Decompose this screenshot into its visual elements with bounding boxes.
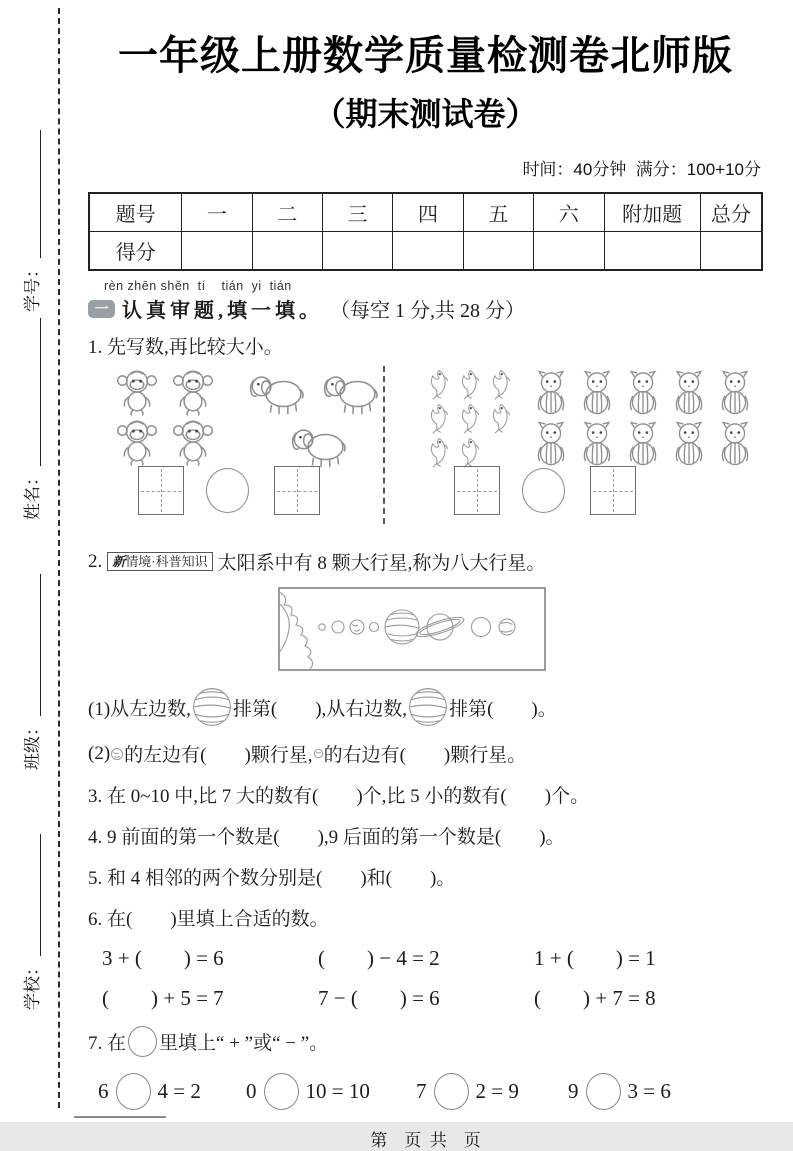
q2-sub1-text: 排第( )。 xyxy=(449,698,557,720)
writing-box xyxy=(590,466,636,515)
q6-equation-row xyxy=(102,986,763,1011)
question-7-text xyxy=(88,1026,763,1057)
compare-circle xyxy=(522,468,565,513)
uranus-icon xyxy=(472,618,491,637)
dolphin-icon xyxy=(426,402,452,435)
score-cell-empty xyxy=(700,232,762,271)
student-id-label: 学号： xyxy=(23,261,42,312)
equation xyxy=(416,1073,568,1110)
q7-head-text: 里填上“ + ”或“ − ”。 xyxy=(159,1033,329,1054)
q2-sub2-text: (2) xyxy=(88,742,111,764)
equation-left: 9 xyxy=(568,1079,579,1103)
elephant-icon xyxy=(320,370,384,418)
q7-equation-row xyxy=(98,1073,763,1110)
score-cell-empty xyxy=(322,232,392,271)
page-footer: 第 页 共 页 xyxy=(370,1131,481,1150)
question-2-sub2 xyxy=(88,740,763,767)
mars-icon xyxy=(370,623,379,632)
squirrel-icon xyxy=(622,370,664,416)
squirrel-icon xyxy=(530,421,572,467)
jupiter-icon xyxy=(191,686,233,728)
section-heading xyxy=(88,294,763,323)
squirrel-icon xyxy=(714,370,756,416)
earth-icon xyxy=(350,620,364,634)
name-label: 姓名： xyxy=(23,469,42,520)
question-5-text: 5. 和 4 相邻的两个数分别是( )和( )。 xyxy=(88,868,456,889)
q2-context-badge: 新情境·科普知识 xyxy=(107,552,212,572)
question-3-text: 3. 在 0~10 中,比 7 大的数有( )个,比 5 小的数有( )个。 xyxy=(88,786,590,807)
dolphin-icon xyxy=(457,402,483,435)
dolphin-icon xyxy=(488,402,514,435)
question-1-text: 1. 先写数,再比较大小。 xyxy=(88,337,283,358)
score-cell-empty xyxy=(182,232,252,271)
question-2-sub1 xyxy=(88,686,763,728)
question-2-line xyxy=(88,548,763,575)
jupiter-icon xyxy=(385,610,419,644)
q2-sub1-text: (1)从左边数, xyxy=(88,698,191,720)
question-6-text: 6. 在( )里填上合适的数。 xyxy=(88,909,329,930)
solar-system-image xyxy=(278,587,763,671)
dolphin-icon xyxy=(426,368,452,401)
score-header-cell: 六 xyxy=(534,193,604,232)
equation-right: 2 = 9 xyxy=(475,1079,519,1103)
score-table-header-row xyxy=(89,193,762,232)
saturn-icon xyxy=(414,614,465,641)
score-header-cell: 三 xyxy=(322,193,392,232)
monkey-icon xyxy=(168,416,218,466)
elephant-icon xyxy=(246,370,310,418)
equation: ( ) + 5 = 7 xyxy=(102,986,224,1010)
writing-box xyxy=(274,466,320,515)
equation: ( ) + 7 = 8 xyxy=(534,986,656,1010)
equation: 3 + ( ) = 6 xyxy=(102,946,224,970)
score-cell-empty xyxy=(463,232,533,271)
question-4-text: 4. 9 前面的第一个数是( ),9 后面的第一个数是( )。 xyxy=(88,827,565,848)
monkey-icon xyxy=(112,366,162,416)
school-blank-line xyxy=(25,834,41,956)
sidebar-field-student-id xyxy=(18,130,40,312)
score-header-cell: 附加题 xyxy=(604,193,700,232)
dolphin-icon xyxy=(457,436,483,469)
section-title: 认真审题,填一填。 xyxy=(122,300,323,322)
monkey-icon xyxy=(168,366,218,416)
operator-circle xyxy=(128,1026,157,1057)
elephant-icon xyxy=(288,423,352,471)
sidebar-field-class xyxy=(18,574,40,770)
writing-box xyxy=(138,466,184,515)
sun-icon xyxy=(279,592,313,669)
equation: 1 + ( ) = 1 xyxy=(534,946,656,970)
equation xyxy=(246,1073,416,1110)
score-table-score-row xyxy=(89,232,762,271)
squirrel-icon xyxy=(668,370,710,416)
fold-line xyxy=(58,8,60,1108)
equation-right: 3 = 6 xyxy=(627,1079,671,1103)
operator-circle xyxy=(116,1073,151,1110)
equation-left: 6 xyxy=(98,1079,109,1103)
equation-left: 0 xyxy=(246,1079,257,1103)
q1-picture-panel xyxy=(88,364,763,532)
next-page-edge xyxy=(74,1116,166,1118)
dolphin-icon xyxy=(488,368,514,401)
writing-box xyxy=(454,466,500,515)
equation xyxy=(568,1073,763,1110)
venus-icon xyxy=(332,621,344,633)
class-label: 班级： xyxy=(23,719,42,770)
q7-head-text: 7. 在 xyxy=(88,1033,127,1054)
equation-right: 10 = 10 xyxy=(305,1079,370,1103)
group-divider-dashed-line xyxy=(383,366,385,524)
squirrel-icon xyxy=(576,421,618,467)
exam-meta: 时间：40分钟 满分：100+10分 xyxy=(522,160,761,179)
dolphin-icon xyxy=(426,436,452,469)
score-header-cell: 四 xyxy=(393,193,463,232)
mercury-icon xyxy=(319,624,325,630)
dolphin-icon xyxy=(457,368,483,401)
student-id-blank-line xyxy=(25,130,41,258)
sidebar-field-name xyxy=(18,318,40,520)
neptune-icon xyxy=(499,619,515,635)
score-header-cell: 二 xyxy=(252,193,322,232)
school-label: 学校： xyxy=(23,959,42,1010)
q2-sub1-text: 排第( ),从右边数, xyxy=(232,698,408,720)
elephant-group xyxy=(246,370,402,471)
operator-circle xyxy=(264,1073,299,1110)
equation-left: 7 xyxy=(416,1079,427,1103)
q2-sub2-text: 的左边有( )颗行星, xyxy=(124,745,313,766)
score-header-cell: 总分 xyxy=(700,193,762,232)
equation: ( ) − 4 = 2 xyxy=(318,946,440,970)
operator-circle xyxy=(434,1073,469,1110)
score-cell-empty xyxy=(393,232,463,271)
monkey-group xyxy=(112,366,224,466)
page-title: 一年级上册数学质量检测卷北师版 xyxy=(118,34,733,78)
exam-body xyxy=(88,0,763,1151)
score-cell-empty xyxy=(604,232,700,271)
q2-sub2-text: 的右边有( )颗行星。 xyxy=(323,745,527,766)
class-blank-line xyxy=(25,574,41,716)
dolphin-group xyxy=(426,368,519,469)
q2-number: 2. xyxy=(88,550,103,572)
score-cell-empty xyxy=(252,232,322,271)
squirrel-icon xyxy=(576,370,618,416)
question-2-text: 太阳系中有 8 颗大行星,称为八大行星。 xyxy=(217,553,546,574)
score-table xyxy=(88,192,763,271)
section-pinyin: rèn zhēn shěn tí tián yi tián xyxy=(104,279,292,293)
equation: 7 − ( ) = 6 xyxy=(318,986,440,1010)
squirrel-icon xyxy=(530,370,572,416)
score-header-cell: 一 xyxy=(182,193,252,232)
sidebar-field-school xyxy=(18,834,40,1010)
equation xyxy=(98,1073,246,1110)
squirrel-group xyxy=(530,370,760,467)
equation-right: 4 = 2 xyxy=(157,1079,201,1103)
squirrel-icon xyxy=(668,421,710,467)
name-blank-line xyxy=(25,318,41,466)
score-cell-empty xyxy=(534,232,604,271)
squirrel-icon xyxy=(622,421,664,467)
section-number-icon: 一 xyxy=(88,300,115,318)
score-header-cell: 题号 xyxy=(89,193,182,232)
score-row-label: 得分 xyxy=(89,232,182,271)
jupiter-icon xyxy=(407,686,449,728)
compare-circle xyxy=(206,468,249,513)
monkey-icon xyxy=(112,416,162,466)
earth-icon xyxy=(110,747,124,761)
q6-equation-row xyxy=(102,946,763,971)
squirrel-icon xyxy=(714,421,756,467)
operator-circle xyxy=(586,1073,621,1110)
section-points: （每空 1 分,共 28 分） xyxy=(330,300,525,322)
page-subtitle: （期末测试卷） xyxy=(313,96,538,132)
planet-icon xyxy=(313,748,324,759)
score-header-cell: 五 xyxy=(463,193,533,232)
